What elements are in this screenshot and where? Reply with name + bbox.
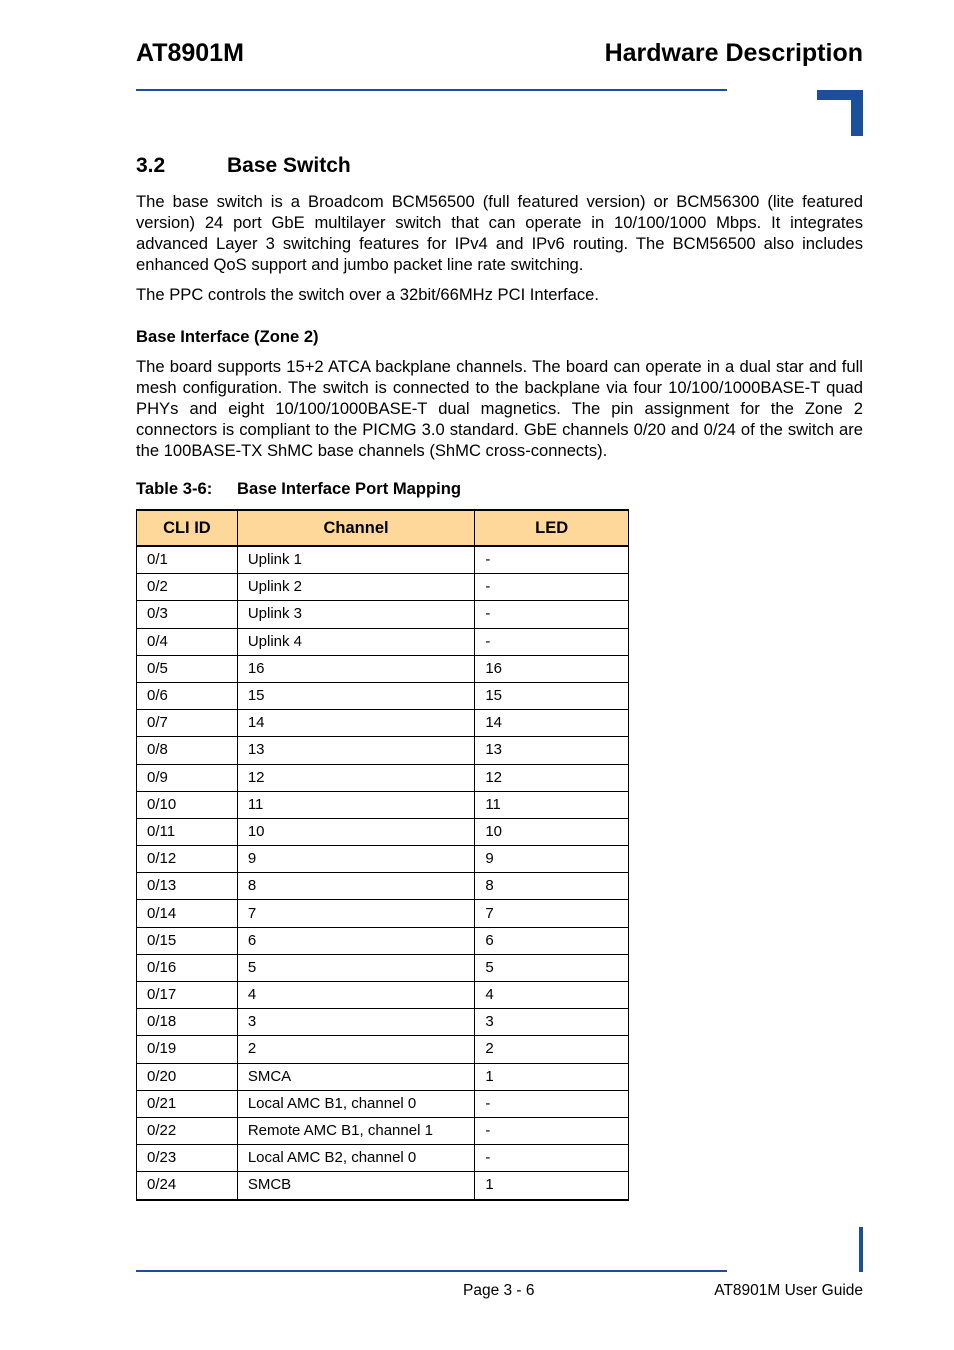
cell-led: 14 (475, 710, 629, 737)
cell-cli-id: 0/7 (137, 710, 238, 737)
cell-cli-id: 0/16 (137, 954, 238, 981)
cell-cli-id: 0/15 (137, 927, 238, 954)
table-row (137, 791, 629, 818)
table-row (137, 846, 629, 873)
cell-led: 9 (475, 846, 629, 873)
cell-led: 13 (475, 737, 629, 764)
cell-channel: Uplink 1 (237, 546, 475, 574)
footer-corner-mark (859, 1227, 863, 1272)
cell-channel: 6 (237, 927, 475, 954)
table-row (137, 628, 629, 655)
cell-led: - (475, 1117, 629, 1144)
cell-cli-id: 0/20 (137, 1063, 238, 1090)
cell-channel: 3 (237, 1009, 475, 1036)
cell-channel: 15 (237, 682, 475, 709)
table-row (137, 900, 629, 927)
cell-channel: Uplink 4 (237, 628, 475, 655)
table-row (137, 982, 629, 1009)
cell-led: - (475, 1145, 629, 1172)
table-row (137, 873, 629, 900)
header-corner-mark-vertical (851, 90, 863, 136)
table-row (137, 1090, 629, 1117)
table-row (137, 546, 629, 574)
cell-cli-id: 0/3 (137, 601, 238, 628)
cell-cli-id: 0/8 (137, 737, 238, 764)
cell-channel: 9 (237, 846, 475, 873)
cell-led: 10 (475, 818, 629, 845)
page-number: Page 3 - 6 (463, 1282, 535, 1299)
table-row (137, 1117, 629, 1144)
section-heading (136, 153, 351, 179)
table-header-row (137, 510, 629, 546)
paragraph-ppc: The PPC controls the switch over a 32bit/66MHz PCI Interface. (136, 285, 599, 304)
table-row (137, 1145, 629, 1172)
header-rule (136, 89, 727, 91)
subheading-base-interface: Base Interface (Zone 2) (136, 327, 319, 346)
chapter-title: Hardware Description (604, 39, 863, 67)
table-row (137, 1172, 629, 1200)
table-row (137, 927, 629, 954)
cell-cli-id: 0/17 (137, 982, 238, 1009)
footer-rule (136, 1270, 727, 1272)
table-row (137, 1009, 629, 1036)
table-row (137, 655, 629, 682)
table-row (137, 818, 629, 845)
cell-cli-id: 0/18 (137, 1009, 238, 1036)
cell-led: 6 (475, 927, 629, 954)
table-row (137, 764, 629, 791)
table-row (137, 1036, 629, 1063)
cell-cli-id: 0/10 (137, 791, 238, 818)
cell-led: - (475, 574, 629, 601)
table-row (137, 710, 629, 737)
cell-channel: 10 (237, 818, 475, 845)
cell-led: 12 (475, 764, 629, 791)
cell-led: 5 (475, 954, 629, 981)
cell-led: 7 (475, 900, 629, 927)
cell-channel: Uplink 2 (237, 574, 475, 601)
cell-channel: 14 (237, 710, 475, 737)
cell-cli-id: 0/19 (137, 1036, 238, 1063)
paragraph-base-interface: The board supports 15+2 ATCA backplane channels. The board can operate in a dual star and full mesh configuration. The switch is connected to the backplane via four 10/100/1000BASE-T quad PHYs and eight 10/100/1000BASE-T dual magnetics. The pin assignment for the Zone 2 connectors is compliant to the PICMG 3.0 standard. GbE channels 0/20 and 0/24 of the switch are the 100BASE-TX ShMC base channels (ShMC cross-connects). (136, 357, 863, 460)
column-header-cli-id: CLI ID (137, 510, 238, 546)
cell-led: 8 (475, 873, 629, 900)
table-row (137, 574, 629, 601)
cell-led: - (475, 546, 629, 574)
cell-channel: Remote AMC B1, channel 1 (237, 1117, 475, 1144)
cell-cli-id: 0/6 (137, 682, 238, 709)
cell-cli-id: 0/12 (137, 846, 238, 873)
cell-cli-id: 0/14 (137, 900, 238, 927)
table-row (137, 954, 629, 981)
cell-cli-id: 0/24 (137, 1172, 238, 1200)
cell-channel: 2 (237, 1036, 475, 1063)
table-row (137, 601, 629, 628)
section-number: 3.2 (136, 154, 166, 177)
cell-cli-id: 0/13 (137, 873, 238, 900)
cell-channel: SMCA (237, 1063, 475, 1090)
column-header-channel: Channel (237, 510, 475, 546)
cell-channel: Local AMC B2, channel 0 (237, 1145, 475, 1172)
cell-channel: 16 (237, 655, 475, 682)
cell-channel: Local AMC B1, channel 0 (237, 1090, 475, 1117)
port-mapping-table (136, 509, 629, 1201)
cell-led: 4 (475, 982, 629, 1009)
cell-led: 3 (475, 1009, 629, 1036)
cell-cli-id: 0/4 (137, 628, 238, 655)
table-caption (136, 478, 461, 499)
cell-cli-id: 0/22 (137, 1117, 238, 1144)
cell-cli-id: 0/2 (137, 574, 238, 601)
cell-led: - (475, 601, 629, 628)
table-caption-label: Table 3-6: (136, 479, 213, 498)
cell-cli-id: 0/23 (137, 1145, 238, 1172)
cell-led: 11 (475, 791, 629, 818)
cell-cli-id: 0/9 (137, 764, 238, 791)
cell-led: 2 (475, 1036, 629, 1063)
cell-led: - (475, 628, 629, 655)
footer-guide-title: AT8901M User Guide (714, 1282, 863, 1299)
table-body (137, 546, 629, 1200)
cell-cli-id: 0/21 (137, 1090, 238, 1117)
cell-channel: 4 (237, 982, 475, 1009)
table-caption-title: Base Interface Port Mapping (237, 479, 462, 498)
cell-led: 1 (475, 1172, 629, 1200)
cell-cli-id: 0/1 (137, 546, 238, 574)
cell-channel: 5 (237, 954, 475, 981)
cell-channel: 13 (237, 737, 475, 764)
table-row (137, 1063, 629, 1090)
cell-channel: SMCB (237, 1172, 475, 1200)
cell-channel: 11 (237, 791, 475, 818)
cell-channel: 12 (237, 764, 475, 791)
cell-channel: 8 (237, 873, 475, 900)
cell-cli-id: 0/5 (137, 655, 238, 682)
document-title: AT8901M (136, 39, 244, 67)
column-header-led: LED (475, 510, 629, 546)
cell-led: 1 (475, 1063, 629, 1090)
section-title: Base Switch (227, 154, 351, 177)
cell-channel: Uplink 3 (237, 601, 475, 628)
cell-led: - (475, 1090, 629, 1117)
cell-led: 15 (475, 682, 629, 709)
cell-channel: 7 (237, 900, 475, 927)
cell-cli-id: 0/11 (137, 818, 238, 845)
cell-led: 16 (475, 655, 629, 682)
table-row (137, 682, 629, 709)
table-row (137, 737, 629, 764)
paragraph-base-switch: The base switch is a Broadcom BCM56500 (full featured version) or BCM56300 (lite featured version) 24 port GbE multilayer switch that can operate in 10/100/1000 Mbps. It integrates advanced Layer 3 switching features for IPv4 and IPv6 routing. The BCM56500 also includes enhanced QoS support and jumbo packet line rate switching. (136, 192, 863, 274)
